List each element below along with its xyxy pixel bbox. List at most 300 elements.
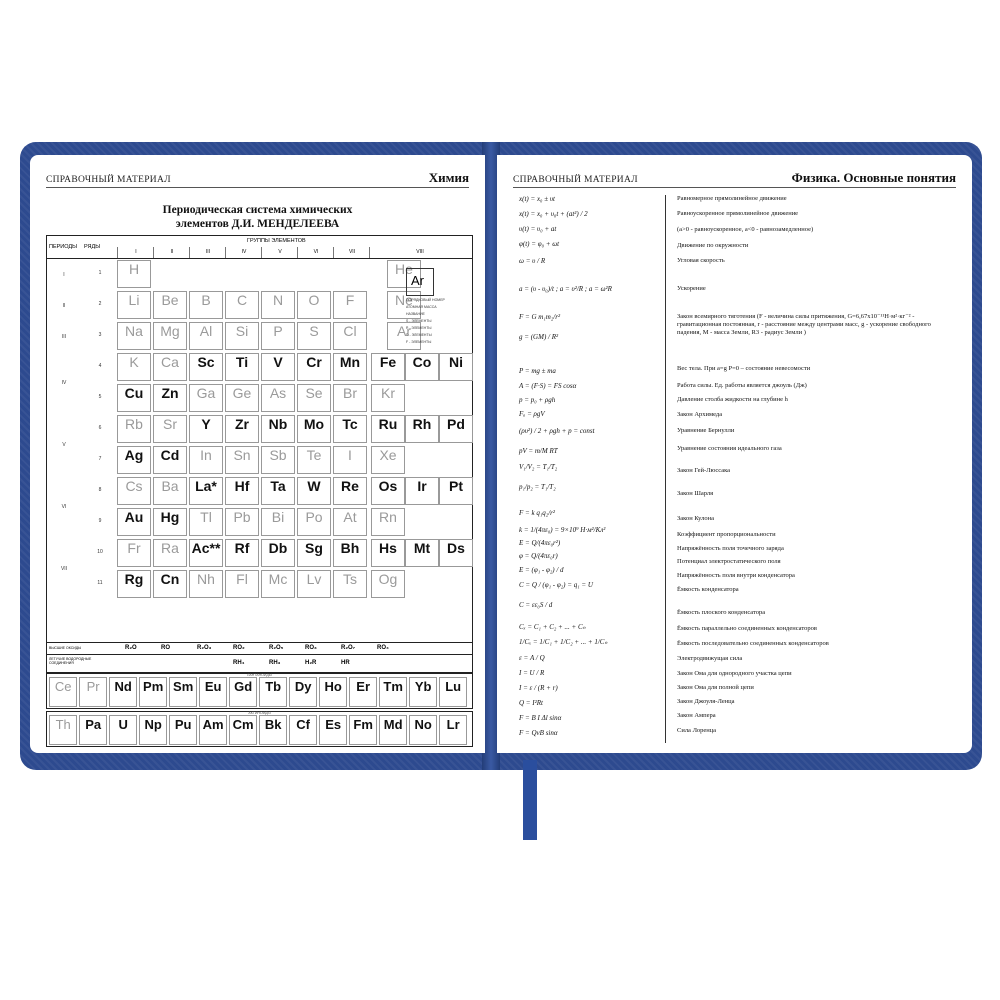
element-symbol: Lv [306, 571, 322, 587]
element-cell-Xe [371, 446, 405, 474]
element-cell-At [333, 508, 367, 536]
element-cell-Mn [333, 353, 367, 381]
legend-sample-cell [406, 268, 434, 296]
formula-line: ω = υ / R [519, 257, 546, 265]
element-cell-Sc [189, 353, 223, 381]
element-cell-Ag [117, 446, 151, 474]
definition-line: Закон Архимеда [677, 411, 723, 418]
legend-line: НАЗВАНИЕ [406, 312, 425, 316]
element-cell-Ni [439, 353, 473, 381]
element-symbol: U [118, 717, 128, 732]
element-symbol: La* [195, 478, 217, 494]
element-cell-Tc [333, 415, 367, 443]
element-symbol: Ar [397, 323, 411, 339]
element-symbol: Cm [232, 717, 254, 732]
definition-line: Электродвижущая сила [677, 655, 743, 662]
element-cell-Ba [153, 477, 187, 505]
element-cell-Hs [371, 539, 405, 567]
group-header-5: V [261, 247, 298, 258]
element-cell-Sg [297, 539, 331, 567]
period-number: I [63, 271, 65, 278]
definition-line: Ёмкость последовательно соединенных конденсаторов [677, 640, 829, 647]
row-number: 10 [97, 549, 103, 555]
element-cell-Np [139, 715, 167, 745]
element-symbol: Cl [343, 323, 357, 339]
definition-line: Работа силы. Ед. работы является джоуль (Дж) [677, 382, 807, 389]
element-symbol: Ru [378, 416, 398, 432]
element-symbol: Po [305, 509, 323, 525]
rows-header: РЯДЫ [84, 244, 101, 250]
element-symbol: Og [378, 571, 398, 587]
element-symbol: S [309, 323, 319, 339]
element-symbol: Fe [379, 354, 397, 370]
element-symbol: Si [235, 323, 249, 339]
element-cell-Er [349, 677, 377, 707]
row-number: 3 [98, 332, 102, 338]
element-symbol: Re [341, 478, 359, 494]
element-cell-Gd [229, 677, 257, 707]
element-symbol: Rh [412, 416, 432, 432]
element-cell-Fm [349, 715, 377, 745]
element-cell-Rb [117, 415, 151, 443]
element-symbol: Fm [353, 717, 373, 732]
element-cell-Eu [199, 677, 227, 707]
element-cell-Pr [79, 677, 107, 707]
element-symbol: Rb [125, 416, 143, 432]
legend-line: АТОМНАЯ МАССА [406, 305, 437, 309]
right-page-physics [497, 155, 972, 753]
row-number: 11 [97, 580, 103, 586]
oxide-formula: R₂O [125, 645, 137, 651]
element-symbol: Dy [294, 679, 312, 694]
element-cell-Bi [261, 508, 295, 536]
element-symbol: Br [343, 385, 357, 401]
element-symbol: Rf [234, 540, 250, 556]
element-symbol: Bi [271, 509, 285, 525]
formula-line: P = mg ± ma [519, 367, 556, 375]
element-cell-Yb [409, 677, 437, 707]
element-cell-Sr [153, 415, 187, 443]
element-cell-La [189, 477, 223, 505]
element-symbol: Ta [270, 478, 286, 494]
element-cell-No [409, 715, 437, 745]
formula-line: pV = m/M RT [519, 447, 558, 455]
element-cell-Te [297, 446, 331, 474]
legend-line: P - ЭЛЕМЕНТЫ [406, 326, 432, 330]
element-symbol: Er [356, 679, 371, 694]
element-cell-Nb [261, 415, 295, 443]
element-symbol: Sc [197, 354, 215, 370]
element-cell-Sm [169, 677, 197, 707]
definition-line: (a>0 - равноускоренное, a<0 - равнозамедленное) [677, 226, 814, 233]
element-cell-Nd [109, 677, 137, 707]
element-symbol: Es [325, 717, 342, 732]
element-symbol: Mg [160, 323, 180, 339]
bookmark-ribbon [523, 760, 537, 840]
group-header-6: VI [297, 247, 334, 258]
formula-line: F = QvB sinα [519, 729, 558, 737]
element-symbol: Ni [449, 354, 463, 370]
lanthanides-row [46, 673, 473, 709]
element-symbol: Yb [414, 679, 432, 694]
element-symbol: Pr [86, 679, 100, 694]
element-cell-C [225, 291, 259, 319]
element-symbol: Np [144, 717, 162, 732]
definition-line: Равномерное прямолинейное движение [677, 195, 787, 202]
element-legend-key [402, 264, 470, 354]
element-symbol: Al [199, 323, 213, 339]
definition-line: Уравнение Бернулли [677, 427, 735, 434]
element-symbol: Pb [233, 509, 251, 525]
element-cell-Po [297, 508, 331, 536]
definition-line: Напряжённость поля внутри конденсатора [677, 572, 795, 579]
element-symbol: Sb [269, 447, 287, 463]
definition-line: Коэффициент пропорциональности [677, 531, 776, 538]
definition-line: Сила Лоренца [677, 727, 717, 734]
element-symbol: F [345, 292, 355, 308]
element-symbol: I [348, 447, 352, 463]
element-cell-Mc [261, 570, 295, 598]
legend-sample-symbol: Ar [411, 273, 424, 288]
element-cell-Au [117, 508, 151, 536]
formula-line: I = U / R [519, 669, 545, 677]
definition-line: Закон Кулона [677, 515, 714, 522]
element-symbol: Pu [174, 717, 192, 732]
element-symbol: Cd [160, 447, 180, 463]
element-symbol: Sm [173, 679, 194, 694]
definition-line: Угловая скорость [677, 257, 725, 264]
formula-line: υ(t) = υ₀ + at [519, 225, 557, 233]
element-symbol: B [201, 292, 211, 308]
element-symbol: Cr [306, 354, 322, 370]
element-cell-H [117, 260, 151, 288]
element-symbol: He [395, 261, 413, 277]
element-cell-Es [319, 715, 347, 745]
element-cell-Pd [439, 415, 473, 443]
element-cell-Br [333, 384, 367, 412]
element-symbol: Fr [127, 540, 141, 556]
element-symbol: Be [161, 292, 179, 308]
legend-line: S - ЭЛЕМЕНТЫ [406, 319, 432, 323]
row-number: 8 [98, 487, 102, 493]
element-cell-Am [199, 715, 227, 745]
element-symbol: Lu [445, 679, 462, 694]
formula-line: F = B I Δl sinα [519, 714, 562, 722]
formula-line: C = Q / (φ₁ - φ₂) = q₁ = U [519, 581, 593, 589]
element-symbol: Ra [161, 540, 179, 556]
element-cell-F [333, 291, 367, 319]
hydrides-row [47, 654, 472, 672]
formula-line: E = (φ₁ - φ₂) / d [519, 566, 564, 574]
element-cell-O [297, 291, 331, 319]
element-cell-Dy [289, 677, 317, 707]
oxide-formula: R₂O₇ [341, 645, 356, 651]
element-cell-Nh [189, 570, 223, 598]
element-cell-Rg [117, 570, 151, 598]
group-header-1: I [117, 247, 154, 258]
element-symbol: Tm [383, 679, 403, 694]
periodic-table-title [30, 203, 485, 231]
element-symbol: Mt [413, 540, 431, 556]
element-symbol: Md [383, 717, 403, 732]
periodic-table [46, 235, 473, 673]
definition-line: Ёмкость плоского конденсатора [677, 609, 766, 616]
element-symbol: Rn [379, 509, 397, 525]
element-symbol: Lr [446, 717, 460, 732]
formula-line: φ = Q/(4πε₀r) [519, 552, 558, 560]
element-cell-Pt [439, 477, 473, 505]
element-symbol: Co [412, 354, 432, 370]
formula-line: F = G m₁m₂/r² [519, 313, 561, 321]
element-symbol: Pt [449, 478, 463, 494]
element-cell-Mo [297, 415, 331, 443]
element-cell-Cr [297, 353, 331, 381]
formula-line: I = ε / (R + r) [519, 684, 558, 692]
actinides-caption: АКТИНОИДЫ [248, 711, 271, 715]
element-symbol: Pd [447, 416, 465, 432]
element-cell-Re [333, 477, 367, 505]
right-header-title: Физика. Основные понятия [791, 170, 956, 185]
row-number: 1 [98, 270, 102, 276]
element-cell-In [189, 446, 223, 474]
element-cell-Be [153, 291, 187, 319]
element-cell-Ru [371, 415, 405, 443]
formula-line: x(t) = x₀ + υ₀t + (at²) / 2 [519, 210, 588, 218]
formula-line: φ(t) = φ₀ + ωt [519, 240, 560, 248]
element-cell-Hf [225, 477, 259, 505]
element-symbol: Ho [324, 679, 342, 694]
element-cell-P [261, 322, 295, 350]
element-cell-Y [189, 415, 223, 443]
element-symbol: Cs [125, 478, 143, 494]
element-cell-B [189, 291, 223, 319]
element-symbol: Mo [303, 416, 325, 432]
element-cell-Fl [225, 570, 259, 598]
definition-line: Вес тела. При a=g P=0 – состояние невесомости [677, 365, 811, 372]
element-symbol: V [273, 354, 283, 370]
legend-line: ПОРЯДКОВЫЙ НОМЕР [406, 298, 445, 302]
element-symbol: Xe [379, 447, 397, 463]
element-symbol: W [307, 478, 321, 494]
left-header-title: Химия [428, 170, 469, 185]
formula-line: g = (GM) / R² [519, 333, 559, 341]
left-header-label: СПРАВОЧНЫЙ МАТЕРИАЛ [46, 175, 171, 185]
element-cell-Zn [153, 384, 187, 412]
element-symbol: O [308, 292, 320, 308]
element-cell-Ti [225, 353, 259, 381]
element-symbol: Os [378, 478, 398, 494]
row-number: 2 [98, 301, 102, 307]
definition-line: Напряжённость поля точечного заряда [677, 545, 784, 552]
element-symbol: Rg [124, 571, 144, 587]
element-cell-Cn [153, 570, 187, 598]
element-symbol: Ti [235, 354, 249, 370]
formula-line: k = 1/(4πε₀) = 9×10⁹ Н·м²/Кл² [519, 526, 606, 534]
definition-line: Потенциал электростатического поля [677, 558, 781, 565]
definition-line: Закон Джоуля-Ленца [677, 698, 735, 705]
element-cell-Co [405, 353, 439, 381]
element-cell-Al [189, 322, 223, 350]
period-number: II [62, 302, 66, 309]
element-symbol: Bk [264, 717, 282, 732]
period-number: V [62, 442, 66, 448]
formula-line: p₁/p₂ = T₁/T₂ [519, 483, 556, 491]
element-cell-Os [371, 477, 405, 505]
element-symbol: Bh [340, 540, 360, 556]
element-symbol: Te [306, 447, 322, 463]
element-cell-Cs [117, 477, 151, 505]
period-number: IV [61, 380, 67, 386]
element-symbol: Tb [265, 679, 282, 694]
element-cell-Pa [79, 715, 107, 745]
element-symbol: Y [201, 416, 211, 432]
legend-line: F - ЭЛЕМЕНТЫ [406, 340, 432, 344]
group-header-2: II [153, 247, 190, 258]
element-cell-Ir [405, 477, 439, 505]
element-symbol: Tc [342, 416, 358, 432]
row-number: 6 [98, 425, 102, 431]
element-symbol: As [269, 385, 287, 401]
element-symbol: Mn [339, 354, 361, 370]
element-symbol: Ts [343, 571, 357, 587]
element-symbol: Eu [204, 679, 222, 694]
definition-line: Ускорение [677, 285, 706, 292]
formula-line: V₁/V₂ = T₁/T₂ [519, 463, 558, 471]
element-cell-U [109, 715, 137, 745]
element-symbol: Mc [268, 571, 288, 587]
definition-line: Равноускоренное прямолинейное движение [677, 210, 799, 217]
element-symbol: Hs [379, 540, 397, 556]
element-symbol: In [200, 447, 212, 463]
element-cell-As [261, 384, 295, 412]
period-number: VII [60, 566, 68, 572]
element-cell-Ds [439, 539, 473, 567]
element-symbol: Pa [85, 717, 102, 732]
element-cell-Db [261, 539, 295, 567]
element-symbol: Ce [54, 679, 72, 694]
element-symbol: Se [305, 385, 323, 401]
element-cell-Mt [405, 539, 439, 567]
element-symbol: Ge [232, 385, 252, 401]
element-cell-Fr [117, 539, 151, 567]
definition-line: Движение по окружности [677, 242, 749, 249]
group-header-3: III [189, 247, 226, 258]
element-symbol: C [236, 292, 248, 308]
row-number: 9 [98, 518, 102, 524]
element-cell-Rn [371, 508, 405, 536]
element-cell-Ac [189, 539, 223, 567]
row-number: 5 [98, 394, 102, 400]
element-cell-Rh [405, 415, 439, 443]
formula-line: E = Q/(4πε₀r²) [519, 539, 561, 547]
element-cell-Ho [319, 677, 347, 707]
formula-line: A = (F·S) = FS cosα [519, 382, 577, 390]
element-symbol: P [273, 323, 283, 339]
element-cell-Pb [225, 508, 259, 536]
element-symbol: Ne [395, 292, 413, 308]
definition-line: Ёмкость конденсатора [677, 586, 739, 593]
definition-line: Ёмкость параллельно соединенных конденсаторов [677, 625, 817, 632]
periods-header: ПЕРИОДЫ [49, 244, 77, 250]
higher-oxides-label: ВЫСШИЕ ОКСИДЫ [49, 646, 82, 650]
element-cell-Ge [225, 384, 259, 412]
element-cell-Se [297, 384, 331, 412]
element-symbol: Gd [234, 679, 253, 694]
element-cell-Sn [225, 446, 259, 474]
element-symbol: Nd [114, 679, 132, 694]
formula-line: F = k q₁q₂/r² [519, 509, 555, 517]
formula-line: p = p₀ + ρgh [519, 396, 556, 404]
hydride-formula: HR [341, 660, 350, 666]
element-cell-Th [49, 715, 77, 745]
formula-line: x(t) = x₀ ± υt [519, 195, 555, 203]
element-symbol: Cf [296, 717, 310, 732]
formula-line: Q = I²Rt [519, 699, 543, 707]
element-cell-Cf [289, 715, 317, 745]
element-cell-Cl [333, 322, 367, 350]
element-cell-S [297, 322, 331, 350]
group-header-4: IV [225, 247, 262, 258]
element-cell-Og [371, 570, 405, 598]
element-cell-I [333, 446, 367, 474]
element-symbol: Li [128, 292, 140, 308]
element-symbol: Zr [235, 416, 249, 432]
element-symbol: Kr [381, 385, 395, 401]
element-symbol: Hg [160, 509, 180, 525]
hydride-formula: RH₃ [269, 660, 281, 666]
left-page-header [46, 169, 469, 188]
element-cell-Fe [371, 353, 405, 381]
element-cell-Lu [439, 677, 467, 707]
formula-line: C = εε₀S / d [519, 601, 553, 609]
element-symbol: Ds [447, 540, 465, 556]
left-page-chemistry [30, 155, 485, 753]
element-cell-Kr [371, 384, 405, 412]
element-cell-Rf [225, 539, 259, 567]
element-cell-Ga [189, 384, 223, 412]
element-cell-Hg [153, 508, 187, 536]
element-symbol: Th [55, 717, 71, 732]
right-page-header [513, 169, 956, 188]
column-divider [665, 195, 666, 743]
formula-line: Fₐ = ρgV [519, 410, 545, 418]
element-symbol: Ca [161, 354, 179, 370]
element-cell-K [117, 353, 151, 381]
period-number: III [61, 333, 67, 340]
element-symbol: Sg [305, 540, 323, 556]
element-cell-Na [117, 322, 151, 350]
element-symbol: Ag [124, 447, 144, 463]
element-symbol: At [343, 509, 357, 525]
element-symbol: Na [125, 323, 143, 339]
element-symbol: Nb [268, 416, 288, 432]
definition-line: Закон Ома для однородного участка цепи [677, 670, 792, 677]
element-cell-Lv [297, 570, 331, 598]
legend-line: D - ЭЛЕМЕНТЫ [406, 333, 432, 337]
period-number: VI [61, 504, 67, 510]
element-cell-Ts [333, 570, 367, 598]
hydrides-label: ЛЕТУЧИЕ ВОДОРОДНЫЕ СОЕДИНЕНИЯ [49, 657, 92, 665]
oxide-formula: RO [161, 645, 170, 651]
formula-line: Cₓ = C₁ + C₂ + ... + Cₙ [519, 623, 586, 631]
element-symbol: No [414, 717, 432, 732]
group-header-7: VII [333, 247, 370, 258]
oxide-formula: RO₂ [233, 645, 245, 651]
element-symbol: Hf [234, 478, 250, 494]
element-symbol: Zn [161, 385, 179, 401]
element-cell-V [261, 353, 295, 381]
element-cell-Tb [259, 677, 287, 707]
